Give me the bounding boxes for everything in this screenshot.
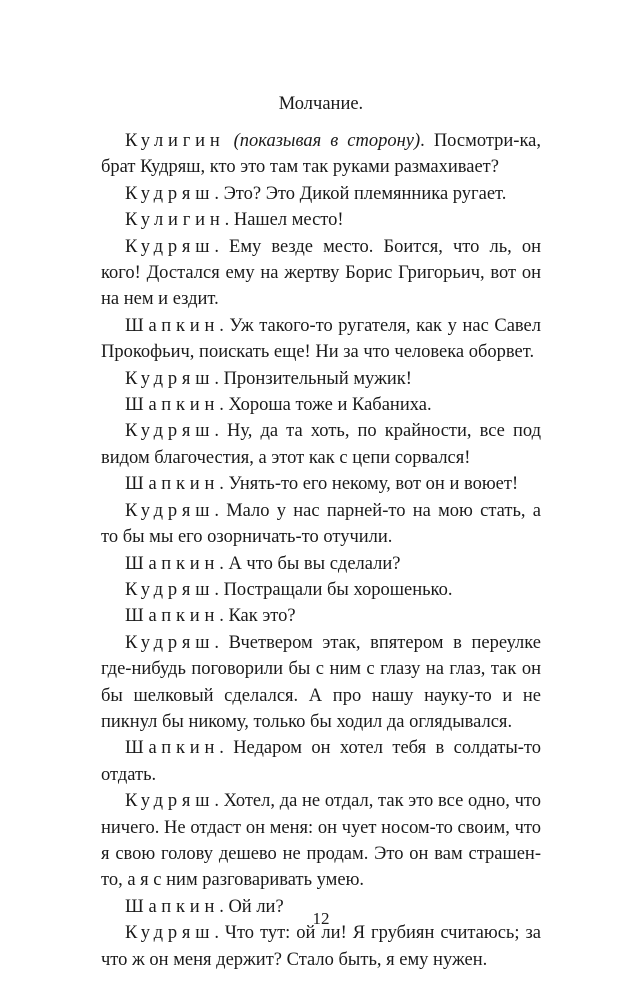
- line-text: . Посмотри-ка, брат Кудряш, кто это там так руками размахивает?: [101, 131, 541, 178]
- dialogue-line: [101, 603, 541, 629]
- dialogue-line: [101, 498, 541, 551]
- speaker-name: Шапкин: [125, 738, 220, 759]
- speaker-name: Шапкин: [125, 896, 220, 917]
- speaker-name: Кудряш: [125, 183, 215, 204]
- line-text: . Хотел, да не отдал, так это все одно, что ничего. Не отдаст он меня: он чует носом-то своим, что я свою голову дешево не продам. Это он вам страшен-то, а я с ним разговаривать умею.: [101, 791, 541, 891]
- speaker-name: Шапкин: [125, 553, 220, 574]
- line-text: . Недаром он хотел тебя в солдаты-то отдать.: [101, 738, 541, 785]
- line-text: . Хороша тоже и Кабаниха.: [219, 395, 432, 416]
- dialogue-text: [101, 128, 541, 973]
- speaker-name: Кудряш: [125, 632, 215, 653]
- speaker-name: Шапкин: [125, 474, 220, 495]
- speaker-name: Кудряш: [125, 923, 215, 944]
- book-page: [101, 0, 541, 1000]
- line-text: . Ему везде место. Боится, что ль, он кого! Достался ему на жертву Борис Григорьич, вот он на нем и ездит.: [101, 236, 541, 310]
- speaker-name: Кудряш: [125, 421, 215, 442]
- line-text: . Мало у нас парней-то на мою стать, а то бы мы его озорничать-то отучили.: [101, 500, 541, 548]
- speaker-name: Кудряш: [125, 791, 215, 812]
- speaker-name: Кулигин: [125, 131, 225, 151]
- page-number: 12: [312, 909, 330, 928]
- dialogue-line: [101, 577, 541, 603]
- line-text: . Пронзительный мужик!: [214, 368, 412, 389]
- line-text: . Ну, да та хоть, по крайности, все под видом благочестия, а этот как с цепи сорвался!: [101, 421, 541, 468]
- dialogue-line: [101, 181, 541, 207]
- line-text: . Унять-то его некому, вот он и воюет!: [219, 474, 519, 495]
- line-text: . Постращали бы хорошенько.: [214, 579, 453, 600]
- line-text: . Как это?: [219, 606, 296, 627]
- line-text: . Ой ли?: [219, 896, 284, 917]
- dialogue-line: [101, 392, 541, 418]
- dialogue-line: [101, 630, 541, 736]
- dialogue-line: [101, 471, 541, 497]
- dialogue-line: [101, 735, 541, 788]
- line-text: . Уж такого-то ругателя, как у нас Савел Прокофьич, поискать еще! Ни за что человека оборвет.: [101, 315, 541, 363]
- dialogue-line: [101, 234, 541, 313]
- line-text: . Это? Это Дикой племянника ругает.: [214, 183, 507, 204]
- speaker-name: Кудряш: [125, 368, 215, 389]
- line-text: . Нашел место!: [224, 210, 344, 231]
- speaker-name: Кудряш: [125, 236, 215, 257]
- dialogue-line: [101, 551, 541, 577]
- speaker-name: Кудряш: [125, 579, 215, 600]
- speaker-name: Шапкин: [125, 395, 220, 416]
- stage-direction: Молчание.: [278, 94, 364, 114]
- speaker-name: Шапкин: [125, 606, 220, 627]
- speaker-name: Кудряш: [125, 500, 215, 521]
- dialogue-line: [101, 313, 541, 366]
- dialogue-line: [101, 366, 541, 392]
- speaker-name: Кулигин: [125, 210, 225, 231]
- dialogue-line: [101, 207, 541, 233]
- line-text: . Что тут: ой ли! Я грубиян считаюсь; за что ж он меня держит? Стало быть, я ему нужен.: [101, 923, 541, 970]
- speaker-name: Шапкин: [125, 315, 220, 336]
- stage-remark: (показывая в сторону): [224, 131, 421, 151]
- dialogue-line: [101, 418, 541, 471]
- dialogue-line: [101, 788, 541, 894]
- line-text: . Вчетвером этак, впятером в переулке где-нибудь поговорили бы с ним с глазу на глаз, так он бы шелковый сделался. А про нашу науку-то и не пикнул бы никому, только бы ходил да оглядывался.: [101, 632, 541, 732]
- line-text: . А что бы вы сделали?: [219, 553, 401, 574]
- dialogue-line: [101, 128, 541, 181]
